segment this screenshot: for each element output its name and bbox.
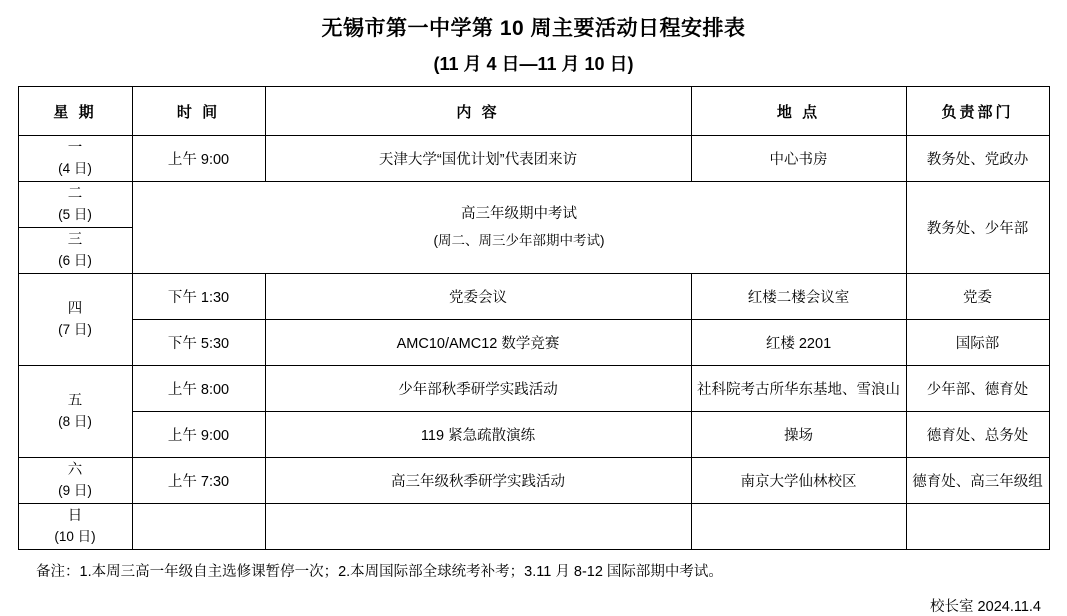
content-cell: 少年部秋季研学实践活动 xyxy=(265,366,691,412)
day-cell-wednesday xyxy=(18,228,132,274)
dept-cell: 党委 xyxy=(906,274,1049,320)
exam-title: 高三年级期中考试 xyxy=(461,205,577,222)
place-cell: 社科院考古所华东基地、雪浪山 xyxy=(691,366,906,412)
table-row xyxy=(18,366,1049,412)
content-cell: 天津大学“国优计划”代表团来访 xyxy=(265,136,691,182)
dept-cell: 国际部 xyxy=(906,320,1049,366)
place-cell: 南京大学仙林校区 xyxy=(691,458,906,504)
table-row xyxy=(18,136,1049,182)
day-name: 一 xyxy=(67,140,83,157)
day-cell-saturday xyxy=(18,458,132,504)
day-cell-monday xyxy=(18,136,132,182)
time-cell: 下午 1:30 xyxy=(132,274,265,320)
day-name: 五 xyxy=(67,393,83,410)
content-cell: 高三年级秋季研学实践活动 xyxy=(265,458,691,504)
column-header-day: 星 期 xyxy=(18,87,132,136)
day-name: 日 xyxy=(67,508,83,525)
page-subtitle: (11 月 4 日—11 月 10 日) xyxy=(433,54,634,74)
footer-signature: 校长室 2024.11.4 xyxy=(930,599,1041,615)
place-cell: 红楼二楼会议室 xyxy=(691,274,906,320)
table-row xyxy=(18,412,1049,458)
day-name: 三 xyxy=(67,232,83,249)
table-row xyxy=(18,182,1049,228)
day-cell-thursday xyxy=(18,274,132,366)
place-cell: 红楼 2201 xyxy=(691,320,906,366)
content-cell: AMC10/AMC12 数学竞赛 xyxy=(265,320,691,366)
column-header-place: 地 点 xyxy=(691,87,906,136)
day-date: (9 日) xyxy=(58,483,92,499)
day-cell-sunday xyxy=(18,504,132,550)
time-cell-empty xyxy=(132,504,265,550)
time-cell: 上午 7:30 xyxy=(132,458,265,504)
dept-cell: 德育处、高三年级组 xyxy=(906,458,1049,504)
dept-cell-empty xyxy=(906,504,1049,550)
place-cell-empty xyxy=(691,504,906,550)
dept-cell: 少年部、德育处 xyxy=(906,366,1049,412)
day-name: 六 xyxy=(67,462,83,479)
schedule-table xyxy=(18,86,1050,550)
day-cell-tuesday xyxy=(18,182,132,228)
time-cell: 上午 9:00 xyxy=(132,412,265,458)
table-header-row xyxy=(18,87,1049,136)
exam-subtitle: (周二、周三少年部期中考试) xyxy=(433,233,605,249)
table-row xyxy=(18,320,1049,366)
dept-cell: 德育处、总务处 xyxy=(906,412,1049,458)
content-cell: 119 紧急疏散演练 xyxy=(265,412,691,458)
day-name: 四 xyxy=(67,301,83,318)
day-date: (8 日) xyxy=(58,414,92,430)
page-title: 无锡市第一中学第 10 周主要活动日程安排表 xyxy=(321,17,746,40)
time-cell: 上午 8:00 xyxy=(132,366,265,412)
footer-note: 备注：1.本周三高一年级自主选修课暂停一次；2.本周国际部全球统考补考；3.11 月 8-12 国际部期中考试。 xyxy=(36,564,723,580)
dept-cell: 教务处、少年部 xyxy=(906,182,1049,274)
column-header-time: 时 间 xyxy=(132,87,265,136)
table-row xyxy=(18,274,1049,320)
day-date: (10 日) xyxy=(54,529,96,545)
content-cell-empty xyxy=(265,504,691,550)
time-cell: 上午 9:00 xyxy=(132,136,265,182)
day-date: (4 日) xyxy=(58,161,92,177)
exam-merged-cell xyxy=(132,182,906,274)
table-row xyxy=(18,504,1049,550)
day-name: 二 xyxy=(67,186,83,203)
day-date: (7 日) xyxy=(58,322,92,338)
table-row xyxy=(18,458,1049,504)
time-cell: 下午 5:30 xyxy=(132,320,265,366)
column-header-dept: 负责部门 xyxy=(906,87,1049,136)
day-date: (5 日) xyxy=(58,207,92,223)
content-cell: 党委会议 xyxy=(265,274,691,320)
column-header-content: 内 容 xyxy=(265,87,691,136)
place-cell: 操场 xyxy=(691,412,906,458)
dept-cell: 教务处、党政办 xyxy=(906,136,1049,182)
place-cell: 中心书房 xyxy=(691,136,906,182)
day-date: (6 日) xyxy=(58,253,92,269)
day-cell-friday xyxy=(18,366,132,458)
